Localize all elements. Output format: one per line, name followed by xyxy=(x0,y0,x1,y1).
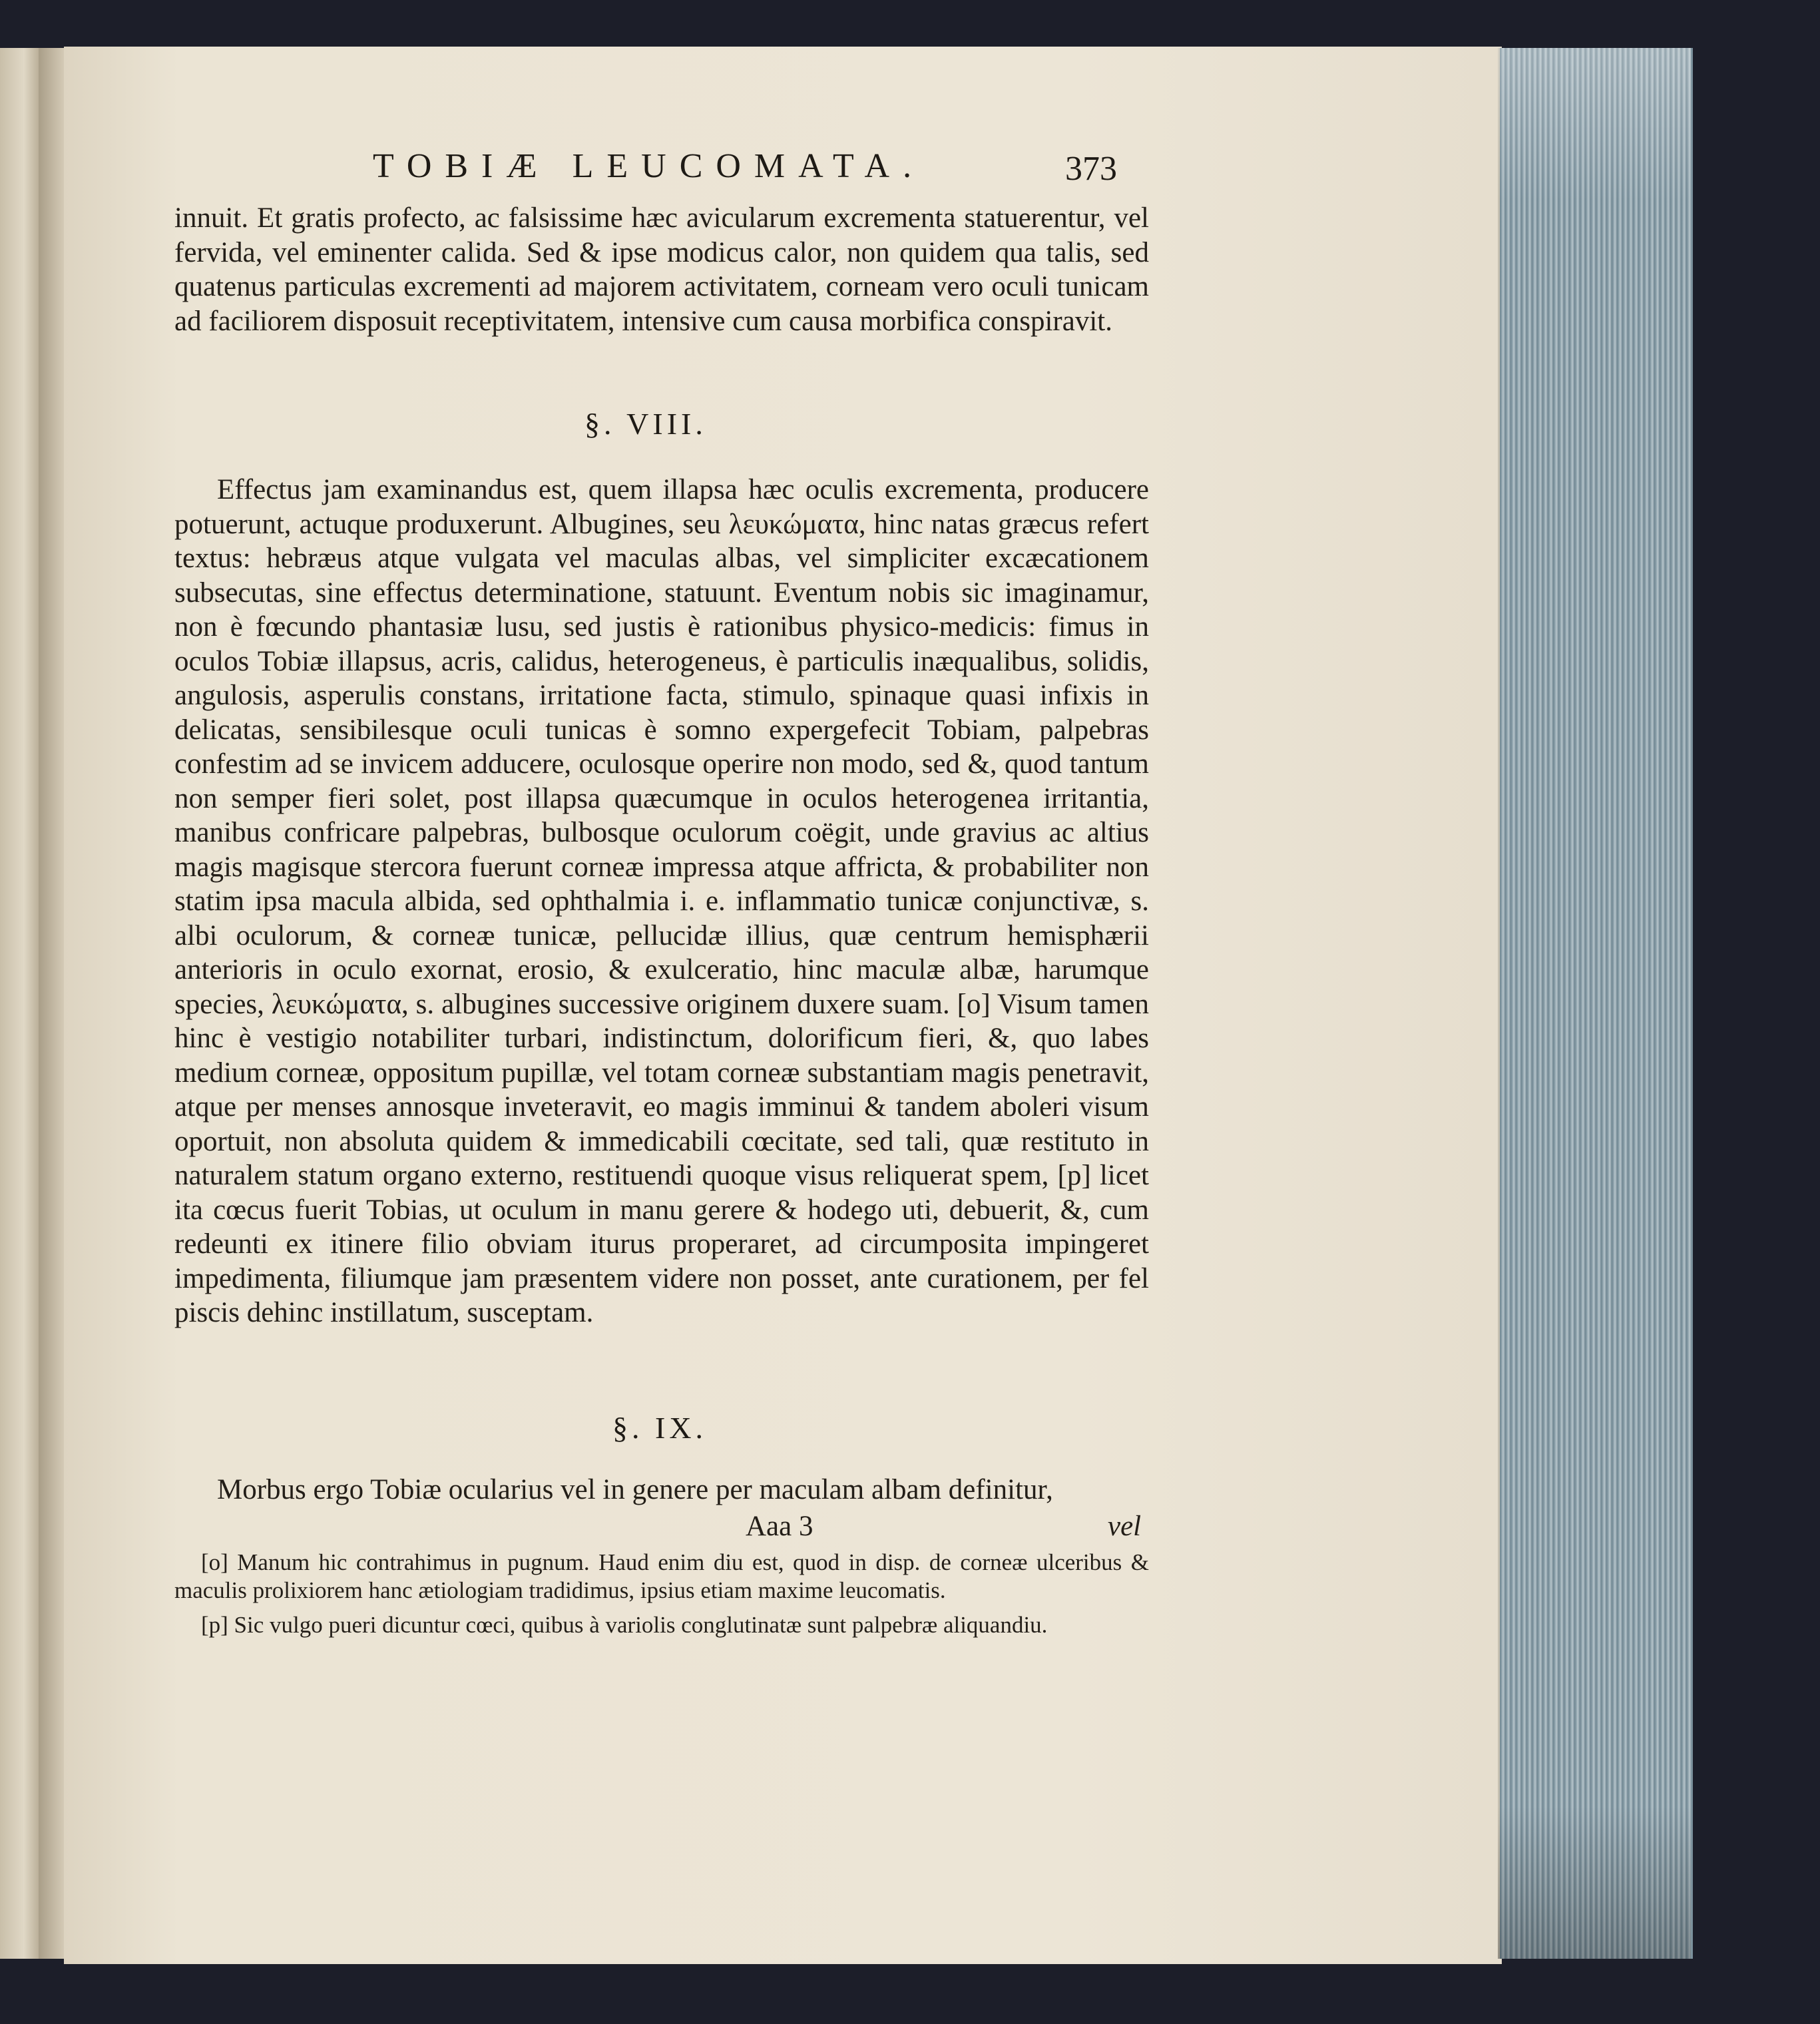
page-number: 373 xyxy=(1065,150,1117,188)
catchword: vel xyxy=(1108,1511,1142,1542)
section-8-text: Effectus jam examinandus est, quem illapsa hæc oculis excrementa, producere potuerunt, actuque produxerunt. Albugines, seu λευκώματα, hinc natas græcus refert textus: hebræus atque vulgata vel maculas albas, vel simpliciter excæcationem subsecutas, sine effectus determinatione, statuunt. Eventum nobis sic imaginamur, non è fœcundo phantasiæ lusu, sed justis è rationibus physico-medicis: fimus in oculos Tobiæ illapsus, acris, calidus, heterogeneus, è particulis inæqualibus, solidis, angulosis, asperulis constans, irritatione facta, stimulo, spinaque quasi infixis in delicatas, sensibilesque oculi tunicas è somno expergefecit Tobiam, palpebras confestim ad se invicem adducere, oculosque operire non modo, sed &, quod tantum non semper fieri solet, post illapsa quæcumque in oculos heterogenea irritantia, manibus confricare palpebras, bulbosque oculorum coëgit, unde gravius ac altius magis magisque stercora fuerunt corneæ impressa atque affricta, & probabiliter non statim ipsa macula albida, sed ophthalmia i. e. inflammatio tunicæ conjunctivæ, s. albi oculorum, & corneæ tunicæ, pellucidæ illius, quæ centrum hemisphærii anterioris in oculo exornat, erosio, & exulceratio, hinc maculæ albæ, harumque species, λευκώματα, s. albugines successive originem duxere suam. [o] Visum tamen hinc è vestigio notabiliter turbari, indistinctum, dolorificum fieri, &, quo labes medium corneæ, oppositum pupillæ, vel totam corneæ substantiam magis penetravit, atque per menses annosque inveteravit, eo magis imminui & tandem aboleri visum oportuit, non absoluta quidem & immedicabili cœcitate, sed tali, quæ restituto in naturalem statum organo externo, restituendi quoque visus reliquerat spem, [p] licet ita cœcus fuerit Tobias, ut oculum in manu gerere & hodego uti, debuerit, &, cum redeunti ex itinere filio obviam iturus properaret, ad circumposita impingeret impedimenta, filiumque jam præsentem videre non posset, ante curationem, per fel piscis dehinc instillatum, susceptam. xyxy=(174,474,1149,1328)
section-heading-8: §. VIII. xyxy=(584,407,707,441)
running-title: TOBIÆ LEUCOMATA. xyxy=(373,147,925,185)
continuation-paragraph xyxy=(174,201,1149,338)
section-heading-9: §. IX. xyxy=(612,1411,708,1445)
facing-page-edge xyxy=(0,48,41,1959)
footnote-o: [o] Manum hic contrahimus in pugnum. Haud enim diu est, quod in disp. de corneæ ulceribus & maculis prolixiorem hanc ætiologiam tradidimus, ipsius etiam maxime leucomatis. xyxy=(174,1549,1149,1603)
section-9-paragraph xyxy=(174,1473,1149,1507)
section-9-text: Morbus ergo Tobiæ ocularius vel in genere per maculam albam definitur, xyxy=(217,1474,1053,1505)
continuation-text: innuit. Et gratis profecto, ac falsissime hæc avicularum excrementa statuerentur, vel fervida, vel eminenter calida. Sed & ipse modicus calor, non quidem qua talis, sed quatenus particulas excrementi ad majorem activitatem, corneam vero oculi tunicam ad faciliorem disposuit receptivitatem, intensive cum causa morbifica conspiravit. xyxy=(174,202,1149,337)
page-block-shading xyxy=(1498,48,1691,1959)
footnote-p: [p] Sic vulgo pueri dicuntur cœci, quibus à variolis conglutinatæ sunt palpebræ aliquandiu. xyxy=(201,1612,1048,1638)
signature-mark: Aaa 3 xyxy=(746,1511,813,1542)
footnotes xyxy=(174,1549,1149,1646)
section-8-paragraph xyxy=(174,473,1149,1330)
book-gutter xyxy=(39,48,65,1959)
